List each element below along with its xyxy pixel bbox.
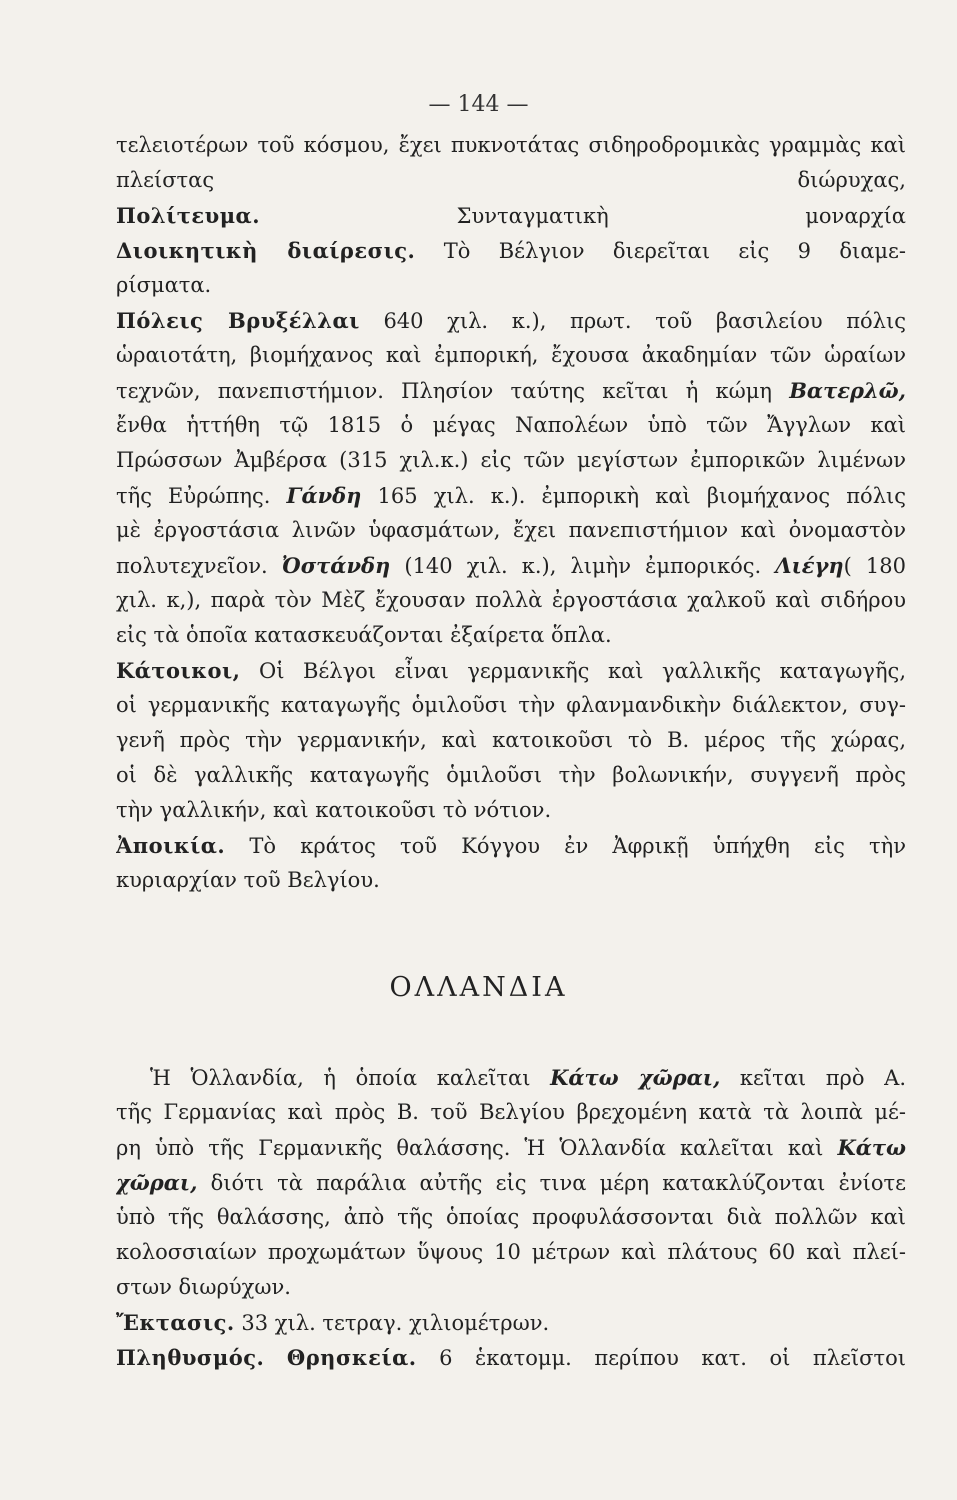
text-line (116, 1095, 906, 1130)
text-run: γενῆ πρὸς τὴν γερμανικήν, καὶ κατοικοῦσι τὸ Β. μέρος τῆς χώρας, (116, 728, 906, 752)
italic-term: Κάτω (837, 1135, 906, 1160)
text-run: οἱ γερμανικῆς καταγωγῆς ὁμιλοῦσι τὴν φλανμανδικὴν διάλεκτον, συγ- (116, 693, 906, 717)
text-run: διότι τὰ παράλια αὐτῆς εἰς τινα μέρη κατακλύζονται ἐνίοτε (197, 1171, 906, 1195)
text-run: Πρώσσων Ἀμβέρσα (315 χιλ.κ.) εἰς τῶν μεγίστων ἐμπορικῶν λιμένων (116, 448, 906, 472)
text-run: τελειοτέρων τοῦ κόσμου, ἔχει πυκνοτάτας σιδηροδρομικὰς γραμμὰς καὶ (116, 133, 906, 157)
text-line (116, 1200, 906, 1235)
run-in-heading: Θρησκεία. (286, 1345, 417, 1370)
text-run: 33 χιλ. τετραγ. χιλιομέτρων. (234, 1311, 550, 1335)
text-line (116, 198, 906, 233)
text-line (116, 1305, 906, 1340)
text-line (116, 1130, 906, 1165)
text-run: πολυτεχνεῖον. (116, 554, 282, 578)
text-run: ἔνθα ἡττήθη τῷ 1815 ὁ μέγας Ναπολέων ὑπὸ τῶν Ἄγγλων καὶ (116, 413, 906, 437)
text-run: στων διωρύχων. (116, 1275, 291, 1299)
section-heading: ΟΛΛΑΝΔΙΑ (389, 972, 568, 1003)
text-line (116, 163, 906, 198)
text-line (116, 513, 906, 548)
text-run (264, 1346, 287, 1370)
text-run: ὑπὸ τῆς θαλάσσης, ἀπὸ τῆς ὁποίας προφυλάσσονται διὰ πολλῶν καὶ (116, 1205, 906, 1229)
italic-term: Γάνδη (286, 483, 362, 508)
run-in-heading: Κάτοικοι, (116, 658, 241, 683)
text-run: 640 χιλ. κ.), πρωτ. τοῦ βασιλείου πόλις (359, 309, 906, 333)
run-in-heading: Ἔκτασις. (116, 1310, 235, 1335)
text-run: (140 χιλ. κ.), λιμὴν ἐμπορικός. (390, 554, 776, 578)
text-line (116, 1165, 906, 1200)
text-run: τὴν γαλλικήν, καὶ κατοικοῦσι τὸ νότιον. (116, 798, 552, 822)
italic-term: Βατερλῶ, (789, 378, 906, 403)
text-line (116, 548, 906, 583)
text-line (116, 373, 906, 408)
text-line (116, 863, 906, 898)
text-run: 6 ἑκατομμ. περίπου κατ. οἱ πλεῖστοι (416, 1346, 906, 1370)
text-run: Οἱ Βέλγοι εἶναι γερμανικῆς καὶ γαλλικῆς καταγωγῆς, (240, 659, 906, 683)
text-line (116, 128, 906, 163)
text-line (116, 828, 906, 863)
page-number: — 144 — (428, 92, 529, 117)
text-run: κεῖται πρὸ Α. (720, 1066, 906, 1090)
text-line (116, 303, 906, 338)
text-line (116, 443, 906, 478)
text-line (116, 1060, 906, 1095)
text-run: ρη ὑπὸ τῆς Γερμανικῆς θαλάσσης. Ἡ Ὁλλανδία καλεῖται καὶ (116, 1136, 838, 1160)
text-run: τῆς Εὐρώπης. (116, 484, 287, 508)
text-line (116, 408, 906, 443)
run-in-heading: Ἀποικία. (116, 833, 226, 858)
text-line (116, 268, 906, 303)
text-run: μὲ ἐργοστάσια λινῶν ὑφασμάτων, ἔχει πανεπιστήμιον καὶ ὀνομαστὸν (116, 518, 906, 542)
text-line (116, 478, 906, 513)
italic-term: Κάτω χῶραι, (550, 1065, 721, 1090)
text-line (116, 653, 906, 688)
text-line (116, 618, 906, 653)
run-in-heading: Πολίτευμα. (116, 203, 261, 228)
text-line (116, 758, 906, 793)
text-run: ὡραιοτάτη, βιομήχανος καὶ ἐμπορική, ἔχουσα ἀκαδημίαν τῶν ὡραίων (116, 343, 906, 367)
text-run: Ἡ Ὁλλανδία, ἡ ὁποία καλεῖται (150, 1066, 551, 1090)
text-run: Τὸ Βέλγιον διερεῖται εἰς 9 διαμε- (415, 239, 906, 263)
text-run: κολοσσιαίων προχωμάτων ὕψους 10 μέτρων καὶ πλάτους 60 καὶ πλεί- (116, 1240, 906, 1264)
text-line (116, 1270, 906, 1305)
text-run: χιλ. κ,), παρὰ τὸν Μὲζ ἔχουσαν πολλὰ ἐργοστάσια χαλκοῦ καὶ σιδήρου (116, 588, 906, 612)
italic-term: χῶραι, (116, 1170, 198, 1195)
text-run: κυριαρχίαν τοῦ Βελγίου. (116, 868, 380, 892)
run-in-heading: Πληθυσμός. (116, 1345, 265, 1370)
text-run: εἰς τὰ ὁποῖα κατασκευάζονται ἐξαίρετα ὅπλα. (116, 623, 612, 647)
text-line (116, 723, 906, 758)
text-run: τῆς Γερμανίας καὶ πρὸς Β. τοῦ Βελγίου βρεχομένη κατὰ τὰ λοιπὰ μέ- (116, 1100, 906, 1124)
text-line (116, 793, 906, 828)
text-run: πλείστας διώρυχας, (116, 168, 906, 192)
text-run: τεχνῶν, πανεπιστήμιον. Πλησίον ταύτης κεῖται ἡ κώμη (116, 379, 790, 403)
text-line (116, 338, 906, 373)
text-line (116, 233, 906, 268)
text-run: Τὸ κράτος τοῦ Κόγγου ἐν Ἀφρικῇ ὑπήχθη εἰς τὴν (225, 834, 906, 858)
text-line (116, 583, 906, 618)
section-netherlands-text (116, 1060, 906, 1375)
text-run: Συνταγματικὴ μοναρχία (260, 204, 906, 228)
section-belgium-text (116, 128, 906, 898)
text-line (116, 1235, 906, 1270)
text-line (116, 1340, 906, 1375)
text-run: 165 χιλ. κ.). ἐμπορικὴ καὶ βιομήχανος πόλις (361, 484, 906, 508)
italic-term: Ὀστάνδη (281, 553, 391, 578)
text-line (116, 688, 906, 723)
text-run: ρίσματα. (116, 273, 212, 297)
text-run: οἱ δὲ γαλλικῆς καταγωγῆς ὁμιλοῦσι τὴν βολωνικήν, συγγενῆ πρὸς (116, 763, 906, 787)
run-in-heading: Πόλεις Βρυξέλλαι (116, 308, 360, 333)
text-run: ( 180 (843, 554, 906, 578)
run-in-heading: Διοικητικὴ διαίρεσις. (116, 238, 416, 263)
italic-term: Λιέγη (775, 553, 844, 578)
